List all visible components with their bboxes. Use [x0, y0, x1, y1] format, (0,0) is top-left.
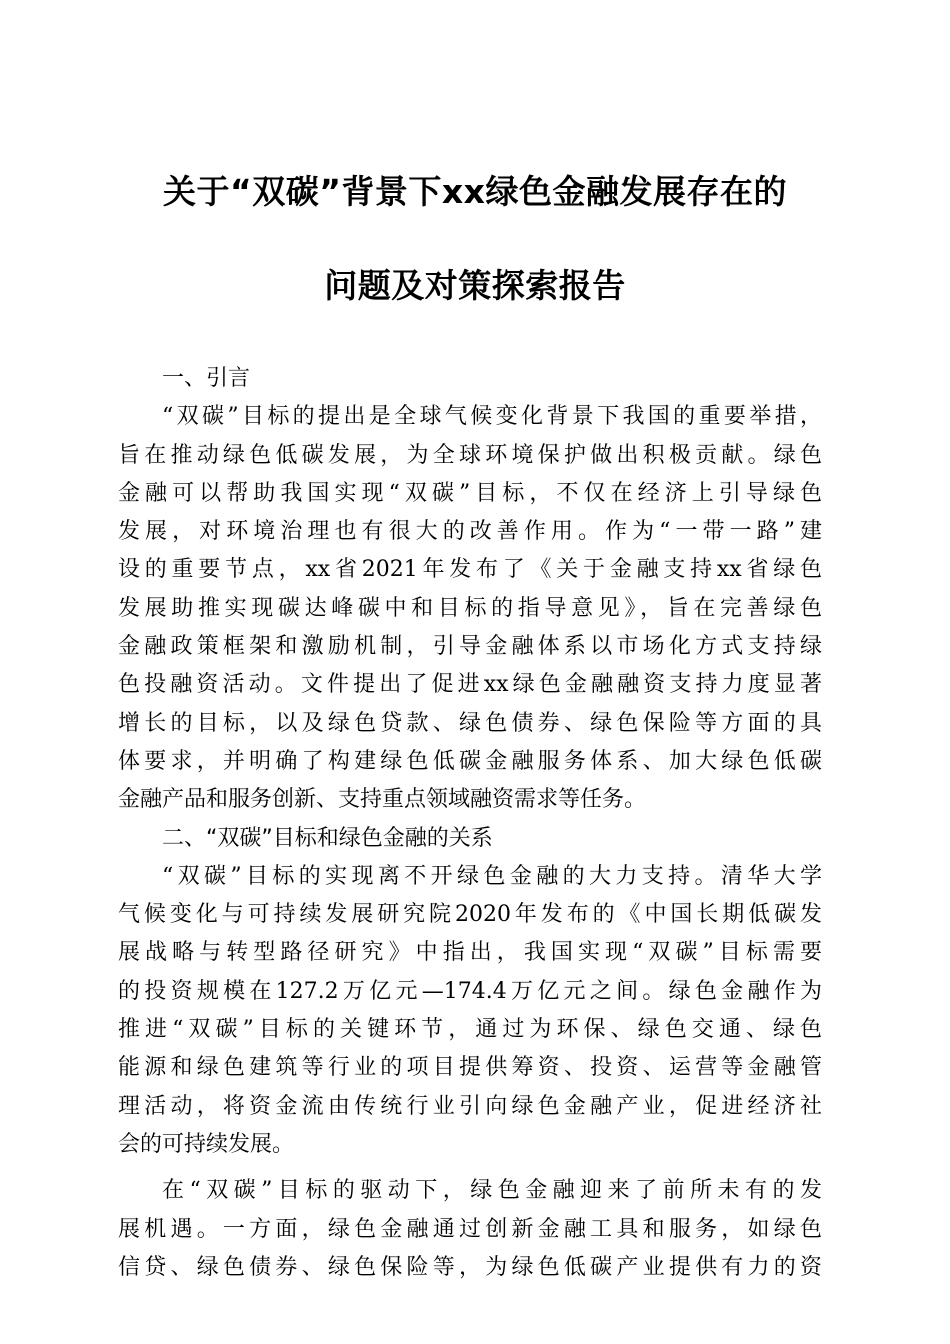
paragraph-line: 气候变化与可持续发展研究院2020年发布的《中国长期低碳发: [118, 902, 822, 928]
section-heading-introduction: 一、引言: [162, 366, 251, 391]
paragraph-line: 金融可以帮助我国实现“双碳”目标，不仅在经济上引导绿色: [118, 480, 822, 506]
paragraph-line: 金融产品和服务创新、支持重点领域融资需求等任务。: [118, 787, 647, 813]
document-title-line-2: 问题及对策探索报告: [324, 266, 626, 305]
paragraph: [118, 398, 822, 819]
paragraph-line: 信贷、绿色债券、绿色保险等，为绿色低碳产业提供有力的资: [118, 1254, 822, 1280]
paragraph-line: 旨在推动绿色低碳发展，为全球环境保护做出积极贡献。绿色: [118, 442, 822, 468]
paragraph-line: “双碳”目标的提出是全球气候变化背景下我国的重要举措，: [162, 404, 822, 430]
paragraph-line: 增长的目标，以及绿色贷款、绿色债券、绿色保险等方面的具: [118, 710, 822, 736]
paragraph-line: 发展，对环境治理也有很大的改善作用。作为“一带一路”建: [118, 519, 822, 545]
document-title-line-1: 关于“双碳”背景下xx绿色金融发展存在的: [163, 172, 787, 211]
paragraph-line: 在“双碳”目标的驱动下，绿色金融迎来了前所未有的发: [162, 1178, 822, 1204]
paragraph: [118, 1172, 822, 1287]
paragraph-line: 发展助推实现碳达峰碳中和目标的指导意见》，旨在完善绿色: [118, 595, 822, 621]
paragraph-line: 设的重要节点，xx省2021年发布了《关于金融支持xx省绿色: [118, 557, 822, 583]
paragraph: [118, 858, 822, 1164]
paragraph-line: 体要求，并明确了构建绿色低碳金融服务体系、加大绿色低碳: [118, 748, 822, 774]
paragraph-line: 推进“双碳”目标的关键环节，通过为环保、绿色交通、绿色: [118, 1017, 822, 1043]
document-body: [118, 360, 822, 1287]
paragraph-line: 金融政策框架和激励机制，引导金融体系以市场化方式支持绿: [118, 634, 822, 660]
paragraph-line: 理活动，将资金流由传统行业引向绿色金融产业，促进经济社: [118, 1093, 822, 1119]
paragraph-line: 的投资规模在127.2万亿元—174.4万亿元之间。绿色金融作为: [118, 978, 822, 1004]
paragraph-line: 会的可持续发展。: [118, 1131, 295, 1157]
paragraph-line: 展机遇。一方面，绿色金融通过创新金融工具和服务，如绿色: [118, 1216, 822, 1242]
paragraph-line: 展战略与转型路径研究》中指出，我国实现“双碳”目标需要: [118, 940, 822, 966]
paragraph-line: “双碳”目标的实现离不开绿色金融的大力支持。清华大学: [162, 863, 822, 889]
paragraph-line: 色投融资活动。文件提出了促进xx绿色金融融资支持力度显著: [118, 672, 822, 698]
paragraph-line: 能源和绿色建筑等行业的项目提供筹资、投资、运营等金融管: [118, 1055, 822, 1081]
section-heading-relationship: 二、“双碳”目标和绿色金融的关系: [162, 825, 493, 851]
